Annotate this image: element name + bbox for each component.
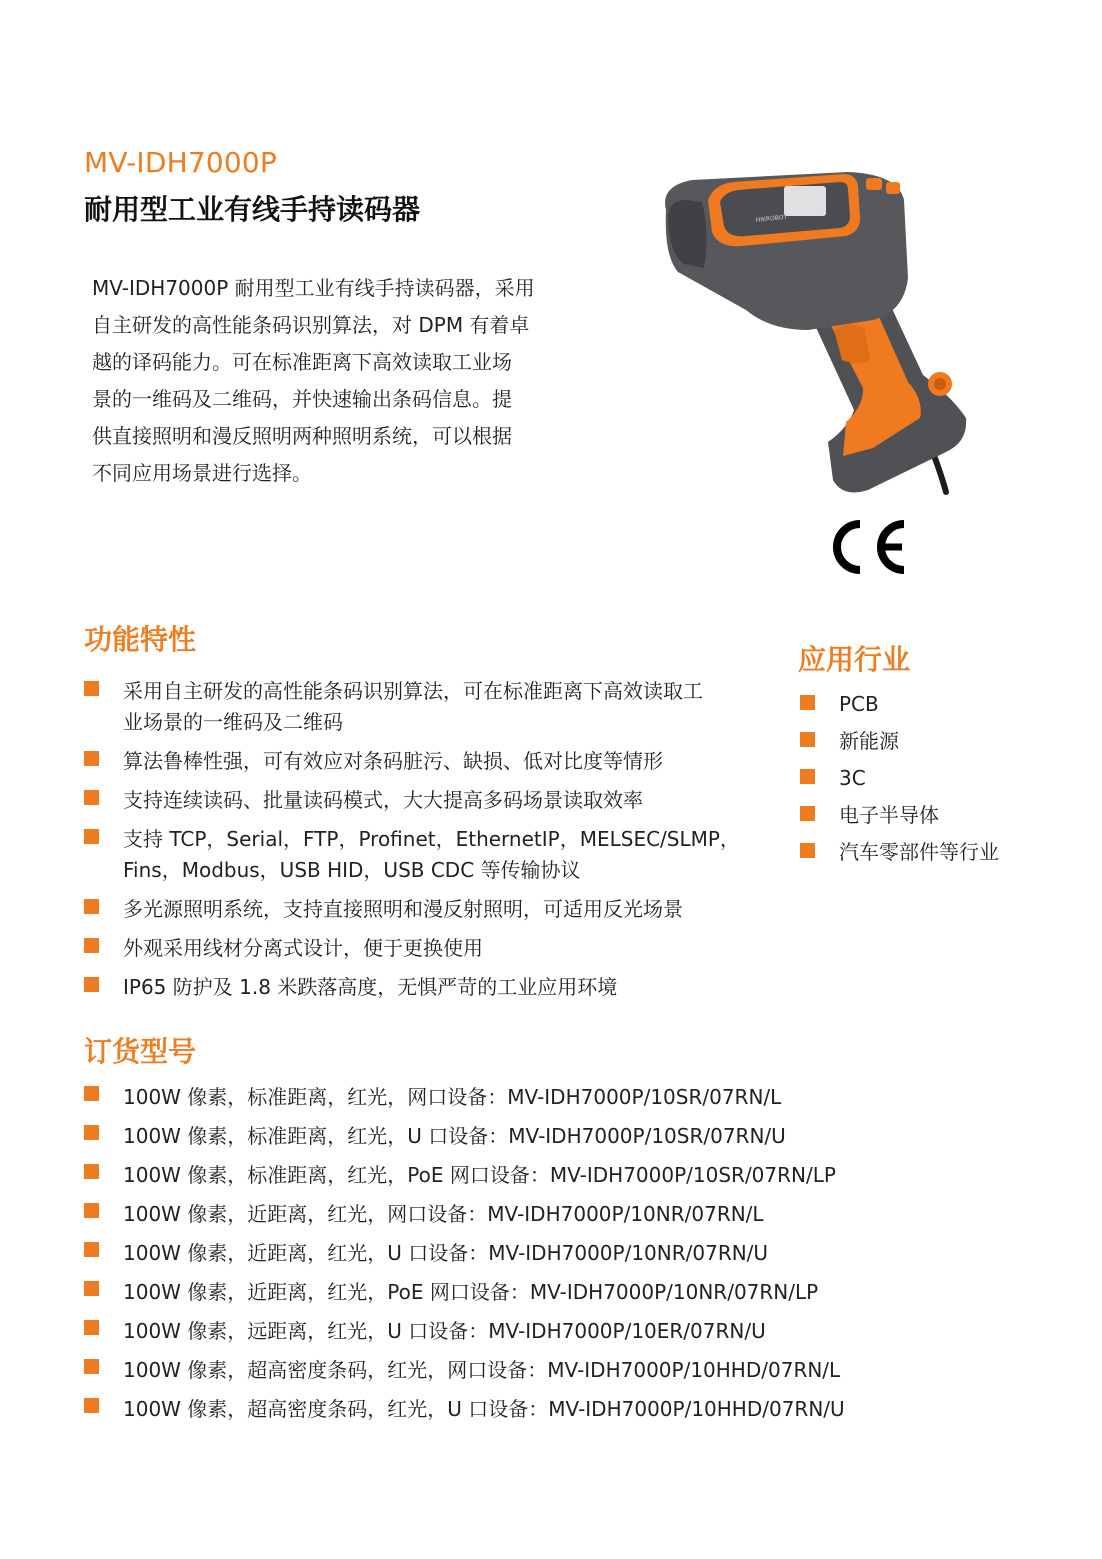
order-model-item: 100W 像素，远距离，红光，U 口设备：MV-IDH7000P/10ER/07RN/U — [84, 1316, 984, 1347]
grip-detail-inner — [934, 378, 946, 390]
features-list — [84, 676, 774, 1011]
feature-item: 外观采用线材分离式设计，便于更换使用 — [84, 933, 774, 964]
bullet-square-icon — [84, 751, 99, 766]
bullet-square-icon — [84, 1164, 99, 1179]
product-subtitle: 耐用型工业有线手持读码器 — [84, 193, 421, 226]
feature-item: 支持 TCP，Serial，FTP，Profinet，EthernetIP，MELSEC/SLMP， Fins，Modbus，USB HID，USB CDC 等传输协议 — [84, 824, 774, 886]
product-intro — [92, 270, 572, 492]
order-model-item: 100W 像素，超高密度条码，红光，网口设备：MV-IDH7000P/10HHD/07RN/L — [84, 1355, 984, 1386]
bullet-square-icon — [84, 829, 99, 844]
product-model: MV-IDH7000P — [84, 146, 277, 179]
bullet-square-icon — [800, 769, 815, 784]
feature-item: 算法鲁棒性强，可有效应对条码脏污、缺损、低对比度等情形 — [84, 746, 774, 777]
feature-item: 支持连续读码、批量读码模式，大大提高多码场景读取效率 — [84, 785, 774, 816]
intro-line: 越的译码能力。可在标准距离下高效读取工业场 — [92, 350, 512, 374]
bullet-square-icon — [800, 695, 815, 710]
brand-text: HIKROBOT — [755, 213, 788, 224]
intro-line: 自主研发的高性能条码识别算法，对 DPM 有着卓 — [92, 313, 530, 337]
indicator-led — [886, 182, 900, 194]
bullet-square-icon — [84, 977, 99, 992]
logo-plate — [784, 186, 826, 216]
industry-item: 新能源 — [800, 727, 1060, 756]
order-model-item: 100W 像素，标准距离，红光，网口设备：MV-IDH7000P/10SR/07RN/L — [84, 1082, 984, 1113]
bullet-square-icon — [84, 1086, 99, 1101]
intro-line: 供直接照明和漫反照明两种照明系统，可以根据 — [92, 424, 512, 448]
intro-line: 不同应用场景进行选择。 — [92, 461, 312, 485]
features-title: 功能特性 — [84, 623, 197, 656]
intro-line: MV-IDH7000P 耐用型工业有线手持读码器，采用 — [92, 276, 535, 300]
feature-item: IP65 防护及 1.8 米跌落高度，无惧严苛的工业应用环境 — [84, 972, 774, 1003]
bullet-square-icon — [84, 1281, 99, 1296]
bullet-square-icon — [84, 1242, 99, 1257]
industry-item: 汽车零部件等行业 — [800, 838, 1060, 867]
bullet-square-icon — [84, 1398, 99, 1413]
industries-list — [800, 690, 1060, 875]
bullet-square-icon — [800, 843, 815, 858]
order-model-item: 100W 像素，超高密度条码，红光，U 口设备：MV-IDH7000P/10HHD/07RN/U — [84, 1394, 984, 1425]
bullet-square-icon — [800, 806, 815, 821]
order-model-item: 100W 像素，近距离，红光，网口设备：MV-IDH7000P/10NR/07RN/L — [84, 1199, 984, 1230]
order-model-item: 100W 像素，近距离，红光，PoE 网口设备：MV-IDH7000P/10NR/07RN/LP — [84, 1277, 984, 1308]
bullet-square-icon — [84, 1125, 99, 1140]
order-model-item: 100W 像素，近距离，红光，U 口设备：MV-IDH7000P/10NR/07RN/U — [84, 1238, 984, 1269]
bullet-square-icon — [800, 732, 815, 747]
indicator-led — [866, 178, 882, 190]
ce-mark-icon — [828, 518, 910, 576]
intro-line: 景的一维码及二维码，并快速输出条码信息。提 — [92, 387, 512, 411]
bullet-square-icon — [84, 1203, 99, 1218]
feature-item: 采用自主研发的高性能条码识别算法，可在标准距离下高效读取工 业场景的一维码及二维码 — [84, 676, 774, 738]
bullet-square-icon — [84, 1359, 99, 1374]
feature-item: 多光源照明系统，支持直接照明和漫反射照明，可适用反光场景 — [84, 894, 774, 925]
barcode-reader-image — [658, 160, 978, 500]
bullet-square-icon — [84, 1320, 99, 1335]
ordering-title: 订货型号 — [84, 1035, 197, 1068]
order-model-item: 100W 像素，标准距离，红光，PoE 网口设备：MV-IDH7000P/10SR/07RN/LP — [84, 1160, 984, 1191]
bullet-square-icon — [84, 681, 99, 696]
industry-item: 电子半导体 — [800, 801, 1060, 830]
bullet-square-icon — [84, 790, 99, 805]
industry-item: 3C — [800, 764, 1060, 793]
industry-item: PCB — [800, 690, 1060, 719]
industries-title: 应用行业 — [798, 643, 911, 676]
order-model-item: 100W 像素，标准距离，红光，U 口设备：MV-IDH7000P/10SR/07RN/U — [84, 1121, 984, 1152]
ordering-list — [84, 1082, 984, 1433]
bullet-square-icon — [84, 938, 99, 953]
bullet-square-icon — [84, 899, 99, 914]
